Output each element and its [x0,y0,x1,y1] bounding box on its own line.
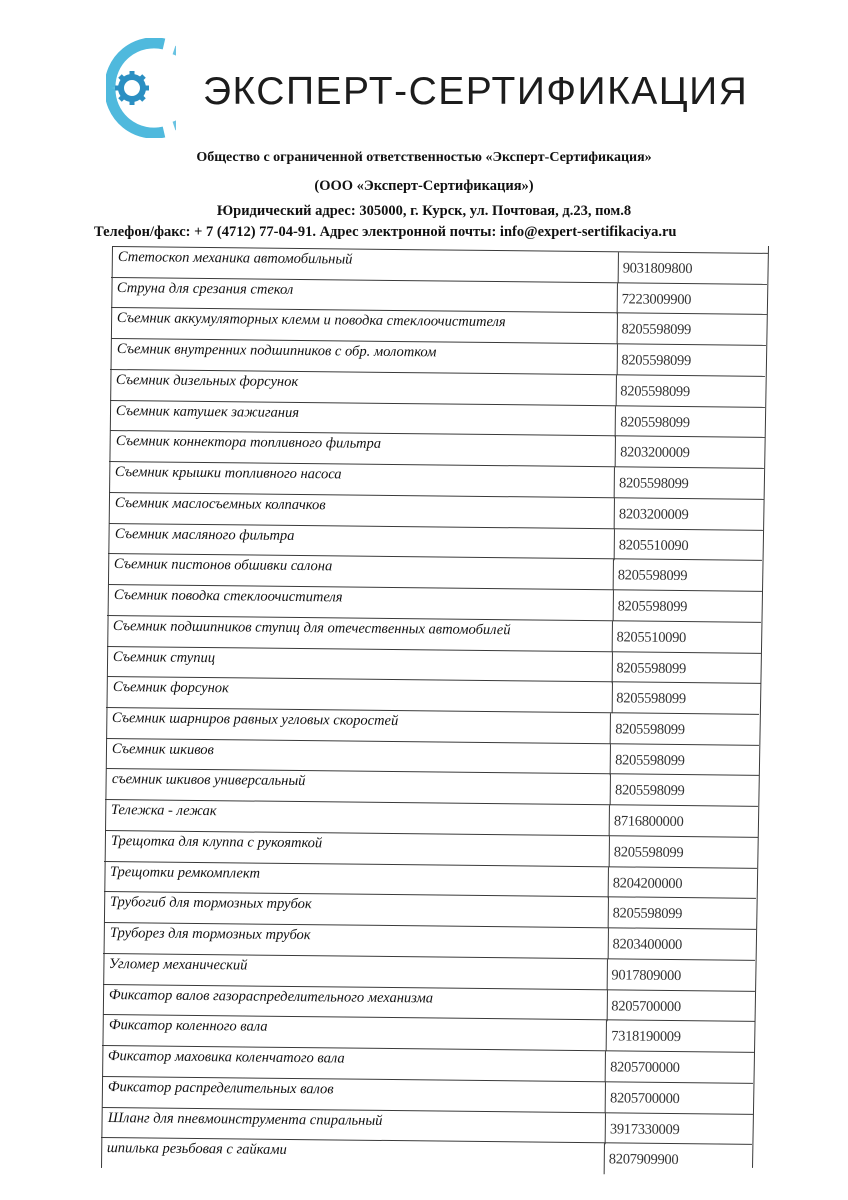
product-code: 8207909900 [608,1151,679,1169]
table-row [101,1137,752,1176]
column-divider [605,1051,606,1082]
product-name: Съемник ступиц [112,648,216,666]
column-divider [609,775,610,806]
product-code: 8204200000 [613,874,683,892]
column-divider [607,959,608,990]
product-code: 8205510090 [618,536,688,554]
product-code: 8205598099 [616,659,687,677]
column-divider [604,1113,605,1144]
product-code: 3917330009 [609,1120,680,1138]
product-name: Съемник аккумуляторных клемм и поводка стеклоочистителя [116,310,506,331]
product-name: Струна для срезания стекол [117,279,294,298]
product-name: Стетоскоп механика автомобильный [117,249,353,268]
column-divider [605,1082,606,1113]
product-name: Съемник маслосъемных колпачков [114,494,326,514]
column-divider [607,928,608,959]
company-full-name: Общество с ограниченной ответственностью «Эксперт-Сертификация» [196,150,652,165]
product-code: 8205598099 [619,475,689,493]
product-code: 8205598099 [613,844,684,861]
product-name: Угломер механический [109,955,248,974]
column-divider [608,867,609,898]
product-name: Съемник шарниров равных угловых скоростей [112,710,399,730]
column-divider [615,437,616,468]
column-divider [606,1021,607,1052]
product-name: Съемник масляного фильтра [114,525,295,544]
column-divider [617,283,618,314]
product-name: Фиксатор маховика коленчатого вала [108,1048,346,1067]
product-name: Съемник форсунок [112,679,229,697]
column-divider [611,683,612,714]
product-code: 8205510090 [616,629,687,646]
product-name: Съемник пистонов обшивки салона [113,556,333,575]
product-code: 8203200009 [619,444,690,462]
product-code: 8205598099 [621,352,691,370]
product-name: Шланг для пневмоинструмента спиральный [107,1109,383,1129]
column-divider [606,990,607,1021]
column-divider [617,252,618,283]
product-code: 8205598099 [614,782,685,800]
product-name: Фиксатор валов газораспределительного механизма [108,986,434,1007]
column-divider [609,836,610,867]
product-code: 8205598099 [617,598,688,616]
column-divider [608,898,609,929]
column-divider [616,375,617,406]
company-short-name: (ООО «Эксперт-Сертификация») [314,178,534,194]
product-code: 7223009900 [621,291,692,308]
product-code: 8205598099 [620,383,691,400]
product-code: 9031809800 [622,260,693,278]
column-divider [609,805,610,836]
column-divider [614,467,615,498]
column-divider [612,590,613,621]
product-name: Трубогиб для тормозных трубок [109,894,312,913]
contacts-line: Телефон/факс: + 7 (4712) 77-04-91. Адрес электронной почты: info@expert-sertifikaciya.ru [94,224,677,240]
product-name: Съемник шкивов [111,740,214,758]
column-divider [616,314,617,345]
column-divider [615,406,616,437]
column-divider [614,498,615,529]
product-code: 9017809000 [611,967,682,984]
legal-address: Юридический адрес: 305000, г. Курск, ул. Почтовая, д.23, пом.8 [216,203,632,219]
product-code: 8205598099 [617,567,688,585]
product-name: Трещотки ремкомплект [110,863,261,882]
product-code: 8205598099 [615,721,686,739]
product-code: 8205598099 [620,414,690,431]
product-name: Труборез для тормозных трубок [109,925,311,944]
company-brand-name: ЭКСПЕРТ-СЕРТИФИКАЦИЯ [203,70,749,113]
product-name: Трещотка для клуппа с рукояткой [110,832,323,852]
product-code: 8205598099 [615,690,686,708]
product-name: Тележка - лежак [111,802,217,820]
product-name: Съемник коннектора топливного фильтра [115,433,381,453]
product-name: Фиксатор распределительных валов [107,1078,334,1098]
product-name: Съемник поводка стеклоочистителя [113,587,343,606]
product-code: 8203200009 [618,506,689,523]
product-name: Съемник подшипников ступиц для отечественных автомобилей [113,617,512,639]
product-code: 8205700000 [611,997,681,1015]
column-divider [616,344,617,375]
product-code: 8205700000 [609,1090,680,1107]
product-code: 8205598099 [612,905,683,923]
column-divider [613,560,614,591]
product-code: 8205700000 [610,1059,681,1077]
column-divider [610,713,611,744]
product-name: Съемник дизельных форсунок [116,371,299,390]
product-code: 8716800000 [614,813,684,831]
column-divider [611,652,612,683]
product-code: 8205598099 [621,321,692,339]
product-name: Фиксатор коленного вала [108,1017,268,1036]
product-code: 7318190009 [610,1028,681,1046]
product-name: шпилька резьбовая с гайками [106,1140,288,1159]
column-divider [613,529,614,560]
column-divider [610,744,611,775]
column-divider [604,1144,605,1175]
product-code: 8205598099 [614,752,685,769]
product-code: 8203400000 [612,936,682,954]
column-divider [612,621,613,652]
product-name: Съемник внутренних подшипников с обр. молотком [116,341,437,361]
product-name: Съемник крышки топливного насоса [115,464,342,483]
product-name: Съемник катушек зажигания [115,402,300,421]
product-name: съемник шкивов универсальный [111,771,306,790]
